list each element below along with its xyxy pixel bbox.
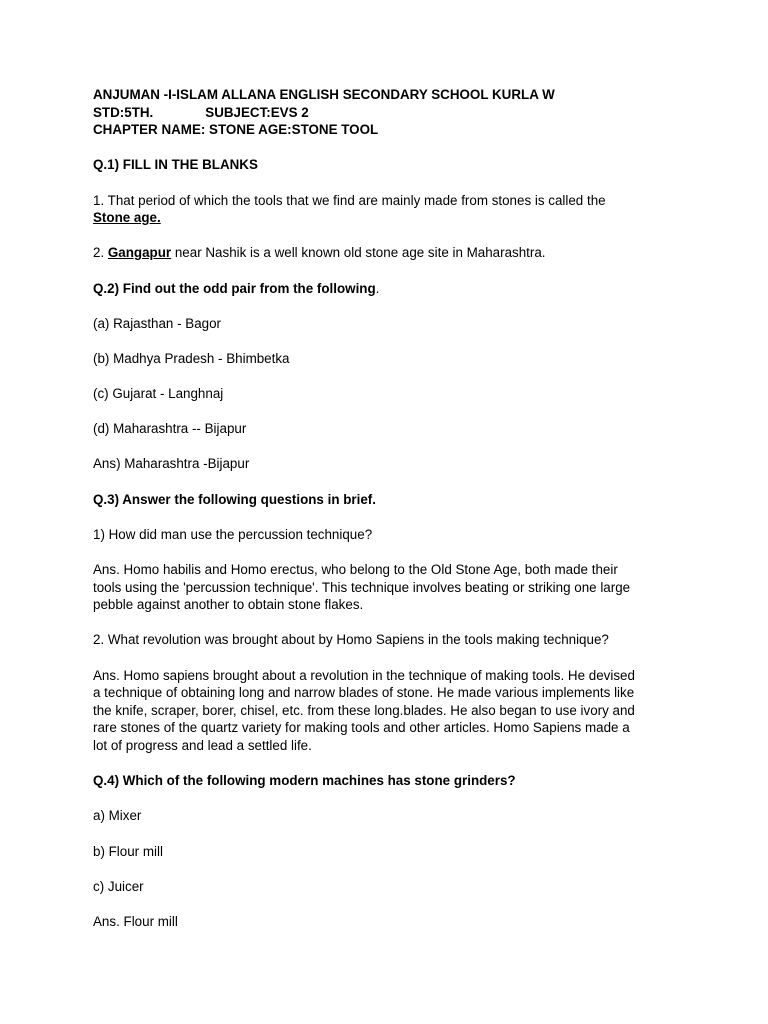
std-subject-line <box>93 104 683 122</box>
q3-answer-1-line: tools using the 'percussion technique'. This technique involves beating or striking one large <box>93 579 631 595</box>
q3-answer-1 <box>93 561 683 614</box>
q1-item-2-text: near Nashik is a well known old stone age site in Maharashtra. <box>171 245 546 261</box>
q3-answer-1-line: pebble against another to obtain stone flakes. <box>93 597 364 613</box>
q4-option-c: c) Juicer <box>93 878 144 894</box>
q4-option-b: b) Flour mill <box>93 843 163 859</box>
std-label: STD:5TH. <box>93 104 154 120</box>
worksheet-page <box>93 86 683 931</box>
subject-label: SUBJECT:EVS 2 <box>205 104 309 120</box>
q2-option-a: (a) Rajasthan - Bagor <box>93 315 222 331</box>
q1-item-2 <box>93 244 683 262</box>
q1-item-1-answer: Stone age. <box>93 210 161 226</box>
q4-heading: Q.4) Which of the following modern machines has stone grinders? <box>93 773 516 789</box>
q2-option-d: (d) Maharashtra -- Bijapur <box>93 421 247 437</box>
q3-answer-2-line: Ans. Homo sapiens brought about a revolution in the technique of making tools. He devised <box>93 667 635 683</box>
q3-answer-2-line: rare stones of the quartz variety for making tools and other articles. Homo Sapiens made a <box>93 720 630 736</box>
q4-option-a: a) Mixer <box>93 808 142 824</box>
q3-answer-2-line: the knife, scraper, borer, chisel, etc. from these long.blades. He also began to use ivory and <box>93 702 635 718</box>
q2-option-c: (c) Gujarat - Langhnaj <box>93 386 224 402</box>
q1-item-1 <box>93 192 683 227</box>
q3-answer-2-line: lot of progress and lead a settled life. <box>93 737 312 753</box>
q1-heading: Q.1) FILL IN THE BLANKS <box>93 157 258 173</box>
q2-option-b: (b) Madhya Pradesh - Bhimbetka <box>93 350 290 366</box>
q3-answer-2-line: a technique of obtaining long and narrow blades of stone. He made various implements like <box>93 685 635 701</box>
q3-question-1: 1) How did man use the percussion technique? <box>93 526 373 542</box>
q3-heading: Q.3) Answer the following questions in brief. <box>93 491 376 507</box>
q2-heading-tail: . <box>375 280 380 296</box>
q1-item-1-text: 1. That period of which the tools that we find are mainly made from stones is called the <box>93 192 606 208</box>
q3-answer-2 <box>93 667 683 755</box>
q2-heading-line <box>93 280 683 298</box>
q3-question-2: 2. What revolution was brought about by Homo Sapiens in the tools making technique? <box>93 632 609 648</box>
q2-heading: Q.2) Find out the odd pair from the following <box>93 280 376 296</box>
chapter-name: CHAPTER NAME: STONE AGE:STONE TOOL <box>93 122 379 138</box>
q1-item-2-answer: Gangapur <box>107 245 172 261</box>
q1-item-2-num: 2. <box>93 245 108 261</box>
q4-answer: Ans. Flour mill <box>93 913 178 929</box>
q3-answer-1-line: Ans. Homo habilis and Homo erectus, who belong to the Old Stone Age, both made their <box>93 562 618 578</box>
q2-answer: Ans) Maharashtra -Bijapur <box>93 456 250 472</box>
school-name: ANJUMAN -I-ISLAM ALLANA ENGLISH SECONDARY SCHOOL KURLA W <box>93 87 555 102</box>
